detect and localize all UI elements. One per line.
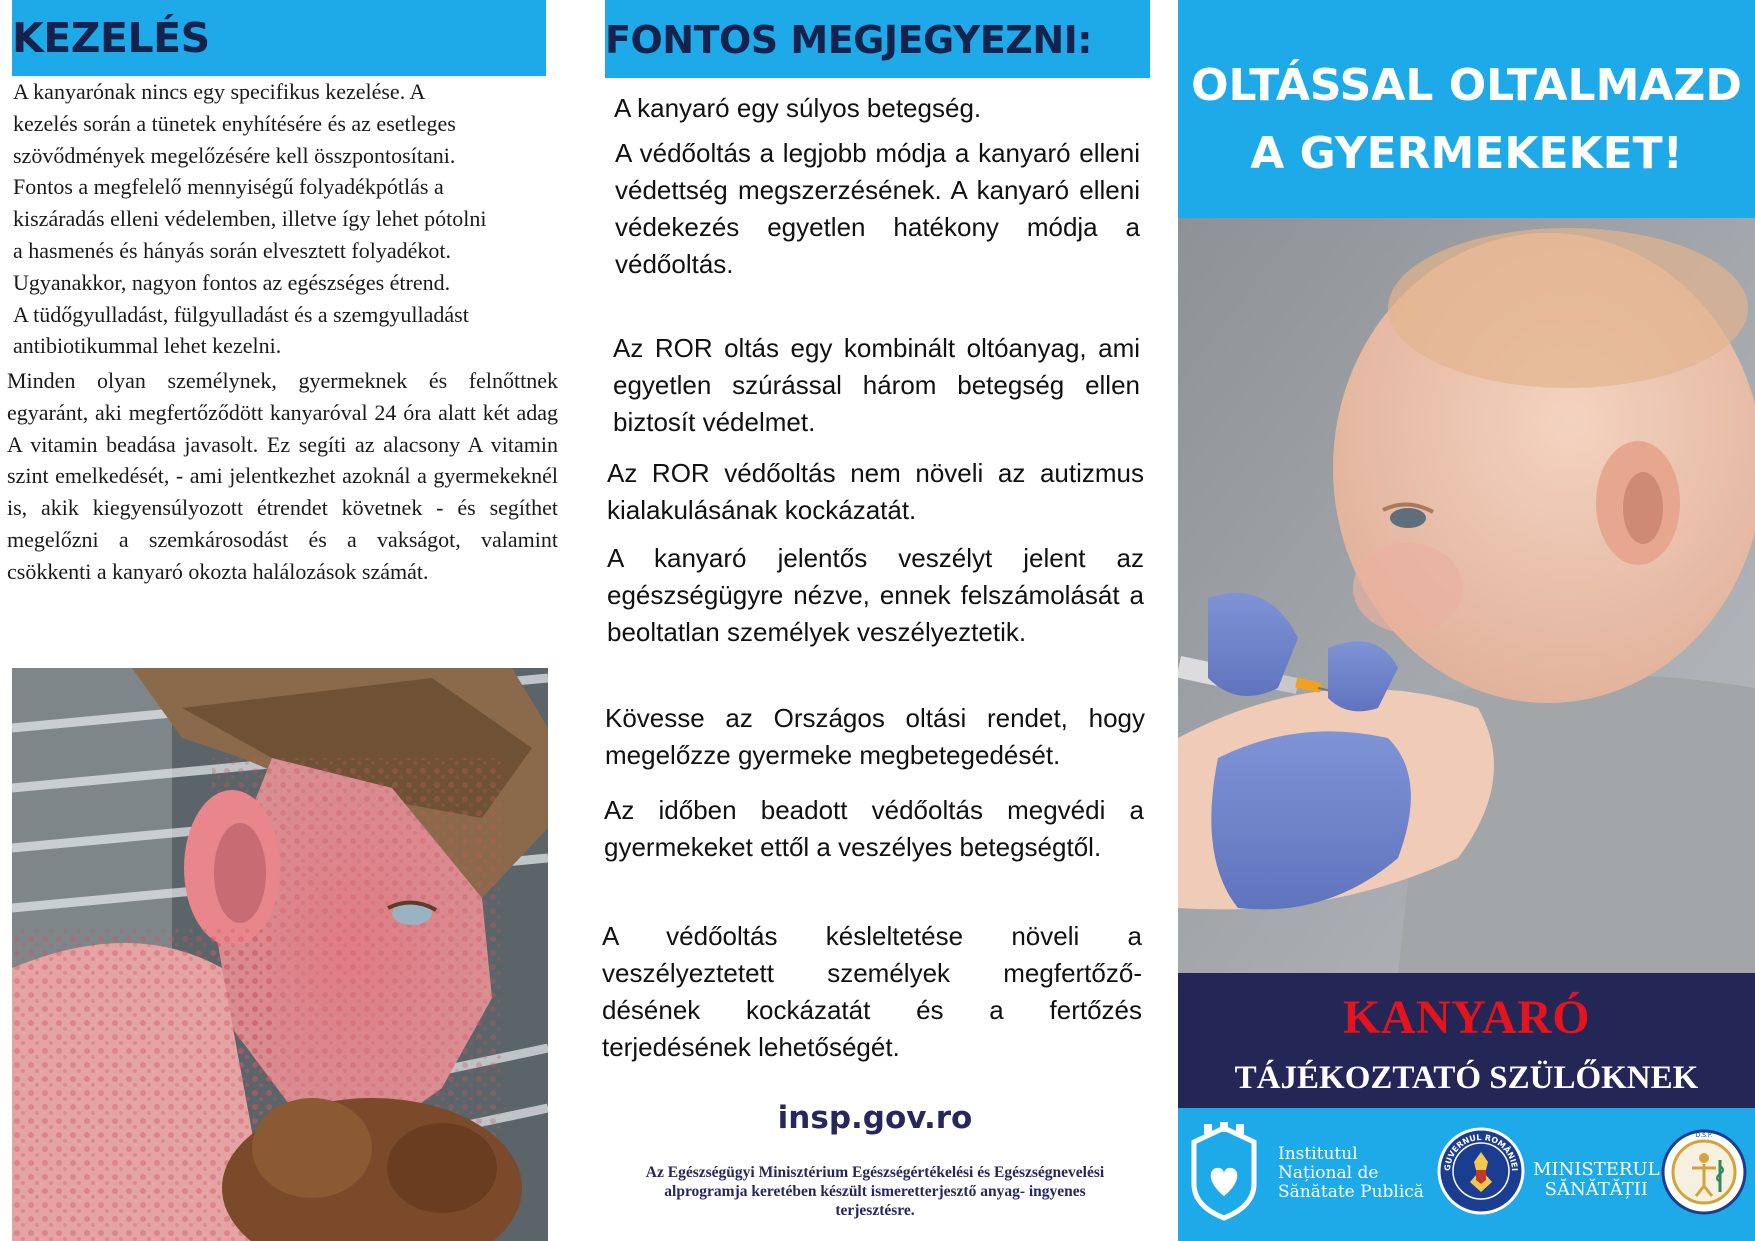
insp-name-line: Institutul (1278, 1144, 1358, 1164)
treatment-line: kezelés során a tünetek enyhítésére és az esetleges (13, 110, 456, 136)
fact-paragraph: A védőoltás késleltetése növeli a veszélyeztetett személyek megfertőző-désének kockázatát és a fertőzés terjedésének lehetőségét. (602, 921, 1142, 1062)
treatment-line: a hasmenés és hányás során elvesztett folyadékot. (13, 237, 452, 263)
insp-name-line: Sănătate Publică (1278, 1182, 1424, 1202)
insp-name-line: Național de (1278, 1163, 1379, 1183)
cover-title (1178, 52, 1755, 188)
fact-paragraph: A kanyaró egy súlyos betegség. (614, 93, 982, 123)
key-facts-panel (590, 0, 1160, 1241)
fact-paragraph: Az ROR védőoltás nem növeli az autizmus kialakulásának kockázatát. (607, 458, 1144, 525)
ministry-name (1533, 1160, 1660, 1200)
insp-website-link[interactable]: insp.gov.ro (777, 1100, 973, 1136)
treatment-line: szövődmények megelőzésére kell összpontosítani. (13, 142, 456, 168)
treatment-line: kiszáradás elleni védelemben, illetve így lehet pótolni (13, 206, 487, 232)
fact-paragraph: A kanyaró jelentős veszélyt jelent az egészségügyre nézve, ennek felszámolását a beoltatlan személyek veszélyeztetik. (607, 543, 1144, 647)
ministry-name-line: SĂNĂTĂȚII (1544, 1179, 1648, 1200)
fact-paragraph: Kövesse az Országos oltási rendet, hogy megelőzze gyermeke megbetegedését. (605, 703, 1145, 770)
cover-title-line: A GYERMEKEKET! (1250, 128, 1683, 179)
baby-vaccination-photo (1178, 218, 1755, 973)
treatment-line: A tüdőgyulladást, fülgyulladást és a szemgyulladást (13, 301, 469, 327)
fact-paragraph: Az időben beadott védőoltás megvédi a gyermekeket ettől a veszélyes betegségtől. (604, 795, 1144, 862)
insp-name (1278, 1145, 1424, 1202)
cover-panel (1178, 0, 1755, 1241)
vitamin-a-paragraph: Minden olyan személynek, gyermeknek és felnőttnek egyaránt, aki megfertőződött kanyaróval 24 óra alatt két adag A vitamin beadása javasolt. Ez segíti az alacsony A vitamin szint emelkedését, - ami jelentkezhet azoknál a gyermekeknél is, akik kiegyensúlyozott étrendet követnek - és segíthet megelőzni a szemkárosodást és a vakságot, valamint csökkenti a kanyaró okozta halálozások számát. (7, 368, 558, 584)
treatment-line: Ugyanakkor, nagyon fontos az egészséges étrend. (13, 269, 451, 295)
treatment-line: Fontos a megfelelő mennyiségű folyadékpótlás a (13, 174, 444, 200)
treatment-line: antibiotikummal lehet kezelni. (13, 333, 282, 359)
dsp-logo-icon (1660, 1128, 1748, 1216)
treatment-line: A kanyarónak nincs egy specifikus kezelése. A (13, 79, 426, 104)
disease-title: KANYARÓ (1342, 991, 1591, 1044)
cover-subtitle: TÁJÉKOZTATÓ SZÜLŐKNEK (1234, 1060, 1699, 1096)
footer-line: terjesztésre. (835, 1202, 915, 1219)
treatment-panel (0, 0, 560, 1241)
footer-line: Az Egészségügyi Minisztérium Egészségértékelési és Egészségnevelési (645, 1164, 1105, 1181)
insp-logo-icon (1190, 1122, 1258, 1222)
ministry-name-line: MINISTERUL (1533, 1159, 1660, 1180)
government-seal-icon (1436, 1126, 1526, 1216)
footer-line: alprogramja keretében készült ismeretterjesztő anyag- ingyenes (664, 1183, 1086, 1200)
dsp-text: D.S.P. (1695, 1132, 1713, 1139)
seal-text: GUVERNUL ROMÂNIEI (1442, 1132, 1520, 1172)
treatment-text (13, 76, 553, 362)
cover-title-line: OLTÁSSAL OLTALMAZD (1191, 60, 1742, 111)
fact-paragraph: Az ROR oltás egy kombinált oltóanyag, ami egyetlen szúrással három betegség ellen biztosít védelmet. (613, 333, 1140, 437)
footer-note (590, 1163, 1160, 1220)
key-facts-title: FONTOS MEGJEGYEZNI: (605, 18, 1092, 62)
fact-paragraph: A védőoltás a legjobb módja a kanyaró elleni védettség megszerzésének. A kanyaró elleni védekezés egyetlen hatékony módja a védőoltás. (615, 138, 1140, 279)
child-with-rash-photo (12, 668, 548, 1241)
treatment-title: KEZELÉS (12, 14, 210, 62)
